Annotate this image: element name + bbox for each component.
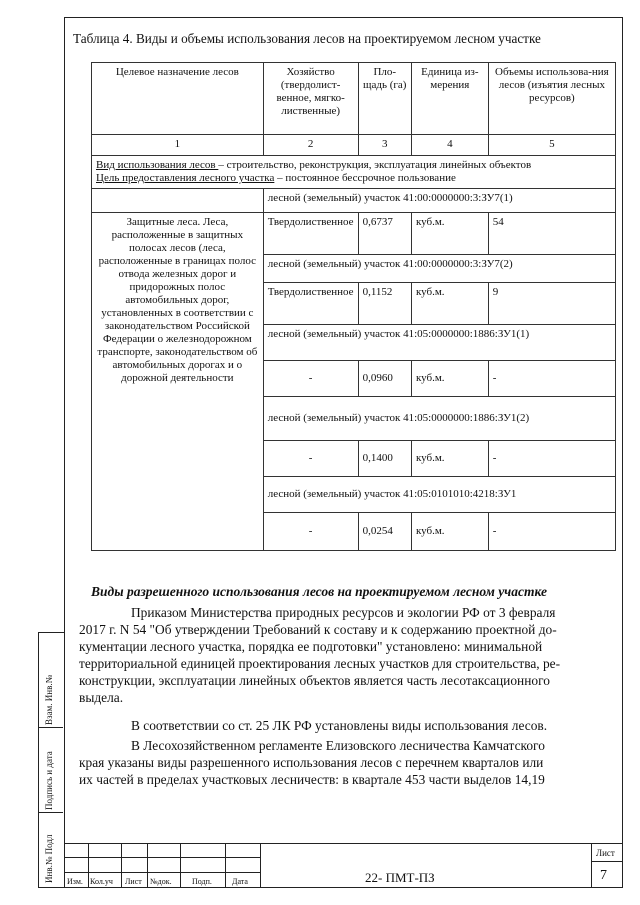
strip-label-original: Инв.№ Подл	[44, 834, 54, 883]
stamp-line	[64, 857, 260, 858]
column-number: 1	[92, 135, 264, 156]
plot-data-row	[92, 213, 616, 255]
stamp-col-sheet: Лист	[125, 877, 142, 886]
area-cell: 0,6737	[358, 213, 411, 255]
header-unit: Единица из-мерения	[411, 63, 488, 135]
stamp-line	[64, 872, 260, 873]
usage-info-row	[92, 156, 616, 189]
area-cell: 0,1152	[358, 283, 411, 325]
area-cell: 0,0254	[358, 513, 411, 551]
strip-cell-original	[39, 813, 63, 887]
paragraph-line: края указаны виды разрешенного использования лесов с перечнем кварталов или	[79, 755, 544, 770]
paragraph-line: территориальной единицей проектирования лесных участков для строительства, ре-	[79, 656, 561, 671]
paragraph-line: Приказом Министерства природных ресурсов и экологии РФ от 3 февраля	[131, 605, 556, 620]
stamp-line	[180, 843, 181, 888]
unit-cell: куб.м.	[411, 441, 488, 477]
volume-cell: 54	[488, 213, 615, 255]
use-kind-label: Вид использования лесов	[96, 159, 219, 171]
goal-text: – постоянное бессрочное пользование	[274, 172, 456, 184]
paragraph-line: конструкции, эксплуатации линейных объектов является часть лесотаксационного	[79, 673, 550, 688]
paragraph-regulation	[79, 737, 616, 788]
volume-cell: -	[488, 361, 615, 397]
stamp-line	[88, 843, 89, 888]
column-number: 3	[358, 135, 411, 156]
volume-cell: -	[488, 441, 615, 477]
unit-cell: куб.м.	[411, 361, 488, 397]
farm-cell: -	[263, 441, 358, 477]
header-area: Пло-щадь (га)	[358, 63, 411, 135]
table-header-row	[92, 63, 616, 135]
stamp-line	[591, 843, 592, 888]
left-approval-strip	[38, 632, 64, 888]
unit-cell: куб.м.	[411, 513, 488, 551]
plot-title: лесной (земельный) участок 41:05:0101010:4218:ЗУ1	[263, 477, 615, 513]
stamp-col-date: Дата	[232, 877, 248, 886]
paragraph-line: их частей в пределах участковых лесничеств: в квартале 453 части выделов 14,19	[79, 772, 545, 787]
paragraph-line: выдела.	[79, 690, 124, 705]
stamp-col-docnum: №док.	[150, 877, 172, 886]
header-farm: Хозяйство (твердолист-венное, мягко-лиственные)	[263, 63, 358, 135]
column-number: 4	[411, 135, 488, 156]
table-caption: Таблица 4. Виды и объемы использования лесов на проектируемом лесном участке	[73, 31, 541, 46]
column-number: 5	[488, 135, 615, 156]
stamp-col-count: Кол.уч	[90, 877, 113, 886]
stamp-line	[225, 843, 226, 888]
section-title: Виды разрешенного использования лесов на проектируемом лесном участке	[91, 584, 547, 599]
area-cell: 0,0960	[358, 361, 411, 397]
stamp-col-sign: Подп.	[192, 877, 212, 886]
forest-usage-table	[91, 62, 616, 551]
volume-cell: -	[488, 513, 615, 551]
column-number-row	[92, 135, 616, 156]
paragraph-line: В Лесохозяйственном регламенте Елизовского лесничества Камчатского	[131, 738, 545, 753]
strip-cell-signature	[39, 728, 63, 813]
stamp-line	[121, 843, 122, 888]
farm-cell: Твердолиственное	[263, 283, 358, 325]
unit-cell: куб.м.	[411, 213, 488, 255]
unit-cell: куб.м.	[411, 283, 488, 325]
stamp-line	[591, 861, 623, 862]
stamp-col-change: Изм.	[67, 877, 83, 886]
stamp-line	[260, 843, 261, 888]
paragraph-line: 2017 г. N 54 "Об утверждении Требований к составу и к содержанию проектной до-	[79, 622, 557, 637]
paragraph-order	[79, 604, 616, 706]
plot-title: лесной (земельный) участок 41:00:0000000:3:ЗУ7(1)	[263, 189, 615, 213]
title-block	[64, 843, 623, 888]
column-number: 2	[263, 135, 358, 156]
sheet-label: Лист	[596, 848, 615, 858]
plot-title-row	[92, 189, 616, 213]
strip-label-replace: Взам. Инв.№	[44, 674, 54, 725]
stamp-line	[147, 843, 148, 888]
volume-cell: 9	[488, 283, 615, 325]
empty-cell	[92, 189, 264, 213]
farm-cell: Твердолиственное	[263, 213, 358, 255]
header-volume: Объемы использова-ния лесов (изъятия лесных ресурсов)	[488, 63, 615, 135]
document-number: 22- ПМТ-ПЗ	[365, 870, 435, 885]
sheet-number: 7	[600, 868, 607, 883]
plot-title: лесной (земельный) участок 41:00:0000000:3:ЗУ7(2)	[263, 255, 615, 283]
purpose-cell: Защитные леса. Леса, расположенные в защитных полосах лесов (леса, расположенные в границах полос отвода железных дорог и придорожных полос автомобильных дорог, установленных в соответствии с законодательством Российской Федерации о железнодорожном транспорте, законодательством об автомобильных дорогах и о дорожной деятельности	[92, 213, 264, 551]
paragraph-forest-code: В соответствии со ст. 25 ЛК РФ установлены виды использования лесов.	[131, 718, 548, 733]
area-cell: 0,1400	[358, 441, 411, 477]
goal-label: Цель предоставления лесного участка	[96, 172, 275, 184]
plot-title: лесной (земельный) участок 41:05:0000000:1886:ЗУ1(1)	[263, 325, 615, 361]
strip-label-signature: Подпись и дата	[44, 751, 54, 810]
header-purpose: Целевое назначение лесов	[92, 63, 264, 135]
strip-cell-replace	[39, 633, 63, 728]
usage-info-cell	[92, 156, 616, 189]
farm-cell: -	[263, 513, 358, 551]
farm-cell: -	[263, 361, 358, 397]
paragraph-line: кументации лесного участка, порядка ее подготовки" установлено: минимальной	[79, 639, 543, 654]
plot-title: лесной (земельный) участок 41:05:0000000:1886:ЗУ1(2)	[263, 397, 615, 441]
use-kind-text: – строительство, реконструкция, эксплуатация линейных объектов	[218, 159, 532, 171]
